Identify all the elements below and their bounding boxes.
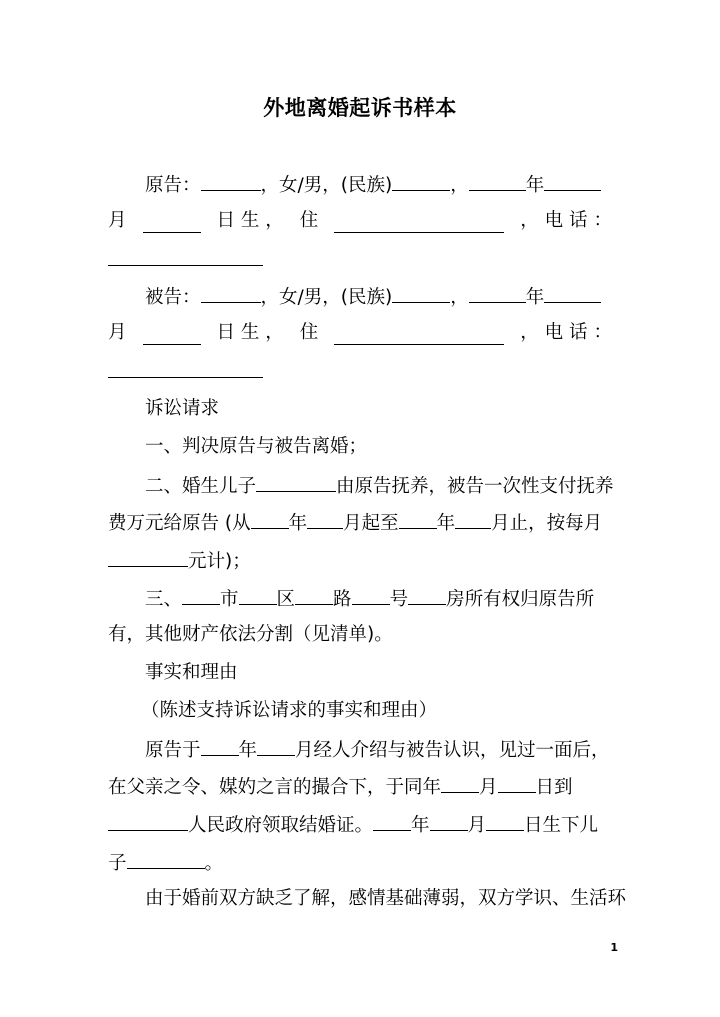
- facts-text: 原告于: [145, 740, 201, 761]
- claim-item-3-line-1: [145, 586, 612, 612]
- year-text: 年: [525, 175, 545, 196]
- name-blank: [201, 284, 261, 303]
- gender-text: ，女/男，(民族): [260, 175, 393, 196]
- month-text: 月: [108, 322, 127, 343]
- address-label: 住: [299, 322, 319, 343]
- claim-text: 月起至: [343, 513, 399, 534]
- ethnicity-blank: [392, 284, 450, 303]
- address-label: 住: [299, 210, 319, 231]
- claim-text: 二、婚生儿子: [145, 476, 257, 497]
- facts-text: 月经人介绍与被告认识，见过一面后，: [295, 740, 610, 761]
- born-text: 日 生 ，: [216, 322, 284, 343]
- facts-text: 。: [204, 853, 224, 874]
- road-blank: [295, 586, 333, 605]
- comma-text: ，: [450, 287, 469, 308]
- facts-text: 月: [479, 777, 498, 798]
- birth-year-blank: [469, 172, 526, 191]
- plaintiff-line-1: [145, 172, 612, 198]
- defendant-line-1: [145, 284, 612, 310]
- defendant-line-2: [108, 321, 612, 345]
- monthly-amount-blank: [108, 548, 188, 567]
- page-number: 1: [610, 941, 618, 954]
- plaintiff-label: 原告：: [145, 175, 201, 196]
- ethnicity-blank: [392, 172, 450, 191]
- government-blank: [108, 812, 188, 831]
- claim-text: 年: [436, 513, 456, 534]
- room-blank: [408, 586, 446, 605]
- claim-item-1: 一、判决原告与被告离婚；: [145, 436, 368, 457]
- from-year-blank: [251, 510, 289, 529]
- facts-text: 子: [108, 853, 127, 874]
- marriage-day-blank: [498, 774, 536, 793]
- phone-blank: [108, 247, 263, 266]
- facts-text: 日生下儿: [524, 815, 599, 836]
- claim-item-2-line-2: [108, 510, 612, 536]
- birth-month-blank: [544, 284, 601, 303]
- facts-text: 人民政府领取结婚证。: [188, 815, 374, 836]
- number-blank: [352, 586, 390, 605]
- son-name-blank: [256, 473, 336, 492]
- facts-p1-line-3: [108, 812, 612, 838]
- birth-month-blank: [430, 812, 468, 831]
- claim-item-3-line-2: 有，其他财产依法分割（见清单)。: [108, 624, 393, 645]
- facts-text: 月: [467, 815, 487, 836]
- facts-text: 年: [238, 740, 258, 761]
- phone-label: ， 电 话 ：: [520, 210, 612, 231]
- son-name-blank: [127, 850, 205, 869]
- claim-item-2-line-1: [145, 473, 612, 499]
- birth-year-blank: [469, 284, 526, 303]
- birth-year-blank: [373, 812, 411, 831]
- claim-text: 三、: [145, 589, 183, 610]
- marriage-month-blank: [441, 774, 479, 793]
- claim-text: 路: [333, 589, 352, 610]
- claim-text: 市: [220, 589, 239, 610]
- facts-p1-line-1: [145, 737, 612, 763]
- claims-heading: 诉讼请求: [145, 398, 220, 419]
- year-text: 年: [525, 287, 545, 308]
- claim-text: 元计)；: [188, 551, 251, 572]
- name-blank: [201, 172, 261, 191]
- city-blank: [182, 586, 220, 605]
- claim-text: 区: [276, 589, 296, 610]
- plaintiff-line-3: [108, 247, 612, 273]
- claim-text: 月止，按每月: [491, 513, 603, 534]
- facts-heading: 事实和理由: [145, 662, 238, 683]
- born-text: 日 生 ，: [216, 210, 284, 231]
- facts-note: （陈述支持诉讼请求的事实和理由）: [141, 700, 438, 721]
- facts-p2-line-1: 由于婚前双方缺乏了解，感情基础薄弱，双方学识、生活环: [145, 888, 627, 909]
- birth-month-blank: [544, 172, 601, 191]
- birth-day-blank: [143, 326, 201, 345]
- defendant-label: 被告：: [145, 287, 201, 308]
- address-blank: [334, 214, 504, 233]
- claim-text: 由原告抚养，被告一次性支付抚养: [336, 476, 614, 497]
- facts-p1-line-4: [108, 850, 612, 876]
- phone-label: ， 电 话 ：: [520, 322, 612, 343]
- to-month-blank: [455, 510, 491, 529]
- month-text: 月: [108, 210, 127, 231]
- defendant-line-3: [108, 359, 612, 385]
- claim-text: 房所有权归原告所: [446, 589, 595, 610]
- to-year-blank: [399, 510, 437, 529]
- gender-text: ，女/男，(民族): [260, 287, 393, 308]
- meet-year-blank: [201, 737, 239, 756]
- phone-blank: [108, 359, 263, 378]
- facts-text: 在父亲之令、媒妁之言的撮合下，于同年: [108, 777, 442, 798]
- claim-item-2-line-3: [108, 548, 612, 574]
- document-title: 外地离婚起诉书样本: [263, 96, 457, 120]
- comma-text: ，: [450, 175, 469, 196]
- facts-p1-line-2: [108, 774, 612, 800]
- facts-text: 日到: [535, 777, 573, 798]
- address-blank: [334, 326, 504, 345]
- meet-month-blank: [257, 737, 295, 756]
- claim-text: 年: [288, 513, 308, 534]
- plaintiff-line-2: [108, 209, 612, 233]
- from-month-blank: [307, 510, 343, 529]
- district-blank: [239, 586, 277, 605]
- facts-text: 年: [411, 815, 430, 836]
- claim-text: 号: [389, 589, 409, 610]
- claim-text: 费万元给原告 (从: [108, 513, 251, 534]
- birth-day-blank: [143, 214, 201, 233]
- birth-day-blank: [486, 812, 524, 831]
